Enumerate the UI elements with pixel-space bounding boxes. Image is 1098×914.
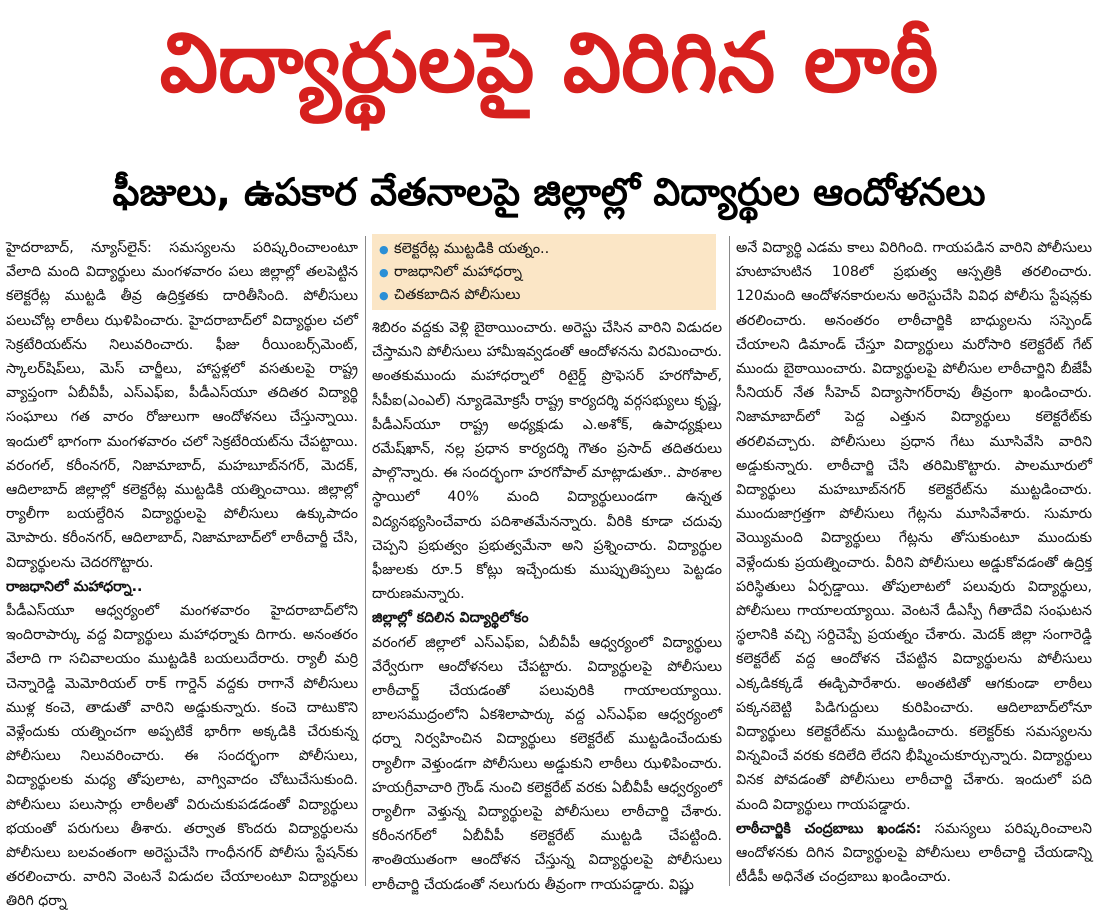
subheadline: ఫీజులు, ఉపకార వేతనాలపై జిల్లాల్లో విద్యార్థుల ఆందోళనలు: [112, 170, 986, 214]
paragraph: హైదరాబాద్, న్యూస్‌లైన్: సమస్యలను పరిష్కరించాలంటూ వేలాది మంది విద్యార్థులు మంగళవారం పలు జిల్లాల్లో తలపెట్టిన కలెక్టరేట్ల ముట్టడి తీవ్ర ఉద్రిక్తతకు దారితీసింది. పోలీసులు పలుచోట్ల లాఠీలు ఝళిపించారు. హైదరాబాద్‌లో విద్యార్థుల చలో సెక్రటేరియట్‌ను నిలువరించారు. ఫీజు రీయింబర్స్‌మెంట్, స్కాలర్‌షిప్‌లు, మెస్ చార్జీలు, హాస్టళ్లలో వసతులపై రాష్ట్ర వ్యాప్తంగా ఏబీవీపీ, ఎస్‌ఎఫ్‌ఐ, పీడీఎస్‌యూ తదితర విద్యార్థి సంఘాలు గత వారం రోజులుగా ఆందోళనలు చేస్తున్నాయి. ఇందులో భాగంగా మంగళవారం చలో సెక్రటేరియట్‌ను చేపట్టాయి. వరంగల్, కరీంనగర్, నిజామాబాద్, మహబూబ్‌నగర్, మెదక్, ఆదిలాబాద్ జిల్లాల్లో కలెక్టరేట్ల ముట్టడికి యత్నించాయి. జిల్లాల్లో ర్యాలీగా బయల్దేరిన విద్యార్థులపై పోలీసులు ఉక్కుపాదం మోపారు. కరీంనగర్, ఆదిలాబాద్, నిజామాబాద్‌లో లాఠీచార్జీ చేసి, విద్యార్థులను చెదరగొట్టారు.: [6, 240, 358, 571]
highlight-item: ● కలెక్టరేట్ల ముట్టడికి యత్నం..: [394, 238, 716, 261]
paragraph-lead: లాఠీచార్జికి చంద్రబాబు ఖండన:: [736, 820, 922, 837]
paragraph: [736, 817, 1092, 890]
highlights-list: [372, 238, 716, 307]
column-divider: [729, 236, 730, 886]
headline: విద్యార్థులపై విరిగిన లాఠీ: [159, 16, 939, 111]
paragraph: అనే విద్యార్థి ఎడమ కాలు విరిగింది. గాయపడిన వారిని పోలీసులు హుటాహుటిన 108లో ప్రభుత్వ ఆస్పత్రికి తరలించారు. 120మంది ఆందోళనకారులను అరెస్టుచేసి వివిధ పోలీసు స్టేషన్లకు తరలించారు. అనంతరం లాఠీచార్జికి బాధ్యులను సస్పెండ్ చేయాలని డిమాండ్ చేస్తూ విద్యార్థులు మరోసారి కలెక్టరేట్ గేట్ ముందు బైఠాయించారు. విద్యార్థులపై పోలీసుల లాఠీచార్జిని బీజేపీ సీనియర్ నేత సీహెచ్ విద్యాసాగర్‌రావు తీవ్రంగా ఖండించారు. నిజామాబాద్‌లో పెద్ద ఎత్తున విద్యార్థులు కలెక్టరేట్‌కు తరలివచ్చారు. పోలీసులు ప్రధాన గేటు మూసివేసి వారిని అడ్డుకున్నారు. లాఠీచార్జి చేసి తరిమికొట్టారు. పాలమూరులో విద్యార్థులు మహబూబ్‌నగర్ కలెక్టరేట్‌ను ముట్టడించారు. ముందుజాగ్రత్తగా పోలీసులు గేట్లను మూసివేశారు. సుమారు వెయ్యిమంది విద్యార్థులు గేట్లను తోసుకుంటూ ముందుకు వెళ్లేందుకు ప్రయత్నించారు. వీరిని పోలీసులు అడ్డుకోవడంతో ఉద్రిక్త పరిస్థితులు ఏర్పడ్డాయి. తోపులాటలో పలువురు విద్యార్థులు, పోలీసులు గాయాలయ్యాయి. వెంటనే డీఎస్పీ గీతాదేవి సంఘటన స్థలానికి వచ్చి సర్దిచెప్పే ప్రయత్నం చేశారు. మెదక్ జిల్లా సంగారెడ్డి కలెక్టరేట్ వద్ద ఆందోళన చేపట్టిన విద్యార్థులను పోలీసులు ఎక్కడికక్కడే ఈడ్చిపారేశారు. అంతటితో ఆగకుండా లాఠీలు పక్కనబెట్టి పిడిగుద్దులు కురిపించారు. ఆదిలాబాద్‌లోనూ విద్యార్థులు కలెక్టరేట్‌ను ముట్టడించారు. కలెక్టర్‌కు సమస్యలను విన్నవించే వరకు కదిలేది లేదని భీష్మించుకూర్చున్నారు. విద్యార్థులు వినక పోవడంతో పోలీసులు లాఠీచార్జి చేశారు. ఇందులో పది మంది విద్యార్థులు గాయపడ్డారు.: [736, 240, 1092, 813]
paragraph-text: సమస్యలు పరిష్కరించాలని ఆందోళనకు దిగిన విద్యార్థులపై పోలీసులు లాఠీచార్జి చేయడాన్ని టీడీపీ అధినేత చంద్రబాబు ఖండించారు.: [736, 820, 1093, 886]
column-divider: [365, 236, 366, 886]
paragraph: శిబిరం వద్దకు వెళ్లి బైఠాయించారు. అరెస్టు చేసిన వారిని విడుదల చేస్తామని పోలీసులు హామీఇవ్వడంతో ఆందోళనను విరమించారు. అంతకుముందు మహాధర్నాలో రిటైర్డ్ ప్రొఫెసర్ హరగోపాల్, సీపీఐ(ఎంఎల్) న్యూడెమోక్రసీ రాష్ట్ర కార్యదర్శి వర్గసభ్యులు కృష్ణ, పీడీఎస్‌యూ రాష్ట్ర అధ్యక్షుడు ఎ.అశోక్, ఉపాధ్యక్షులు రమేష్‌ఖాన్, నల్ల ప్రధాన కార్యదర్శి గౌతం ప్రసాద్ తదితరులు పాల్గొన్నారు. ఈ సందర్భంగా హరగోపాల్ మాట్లాడుతూ.. పాఠశాల స్థాయిలో 40% మంది విద్యార్థులుండగా ఉన్నత విద్యనభ్యసించేవారు పదిశాతమేనన్నారు. వీరికి కూడా చదువు చెప్పని ప్రభుత్వం ప్రభుత్వమేనా అని ప్రశ్నించారు. విద్యార్థుల ఫీజులకు రూ.5 కోట్లు ఇచ్చేందుకు ముప్పుతిప్పలు పెట్టడం దారుణమన్నారు.: [372, 320, 722, 603]
article-column-2: [372, 316, 722, 893]
section-subhead: రాజధానిలో మహాధర్నా..: [6, 578, 143, 595]
section-subhead: జిల్లాల్లో కదిలిన విద్యార్థిలోకం: [372, 610, 529, 627]
highlight-item: ● చితకబాదిన పోలీసులు: [394, 284, 716, 307]
paragraph: వరంగల్ జిల్లాలో ఎస్‌ఎఫ్‌ఐ, ఏబీవీపీ ఆధ్వర్యంలో విద్యార్థులు వేర్వేరుగా ఆందోళనలు చేపట్టారు. విద్యార్థులపై పోలీసులు లాఠీచార్జ్ చేయడంతో పలువురికి గాయాలయ్యాయి. బాలసముద్రంలోని ఏకశిలాపార్కు వద్ద ఎస్‌ఎఫ్‌ఐ ఆధ్వర్యంలో ధర్నా నిర్వహించిన విద్యార్థులు కలెక్టరేట్ ముట్టడించేందుకు ర్యాలీగా వెళ్తుండగా పోలీసులు అడ్డుకుని లాఠీలు ఝళిపించారు. హయగ్రీవాచారి గ్రౌండ్ నుంచి కలెక్టరేట్ వరకు ఏబీవీపీ ఆధ్వర్యంలో ర్యాలీగా వెళ్తున్న విద్యార్థులపై పోలీసులు లాఠీచార్జి చేశారు. కరీంనగర్‌లో ఏబీవీపీ కలెక్టరేట్ ముట్టడి చేపట్టింది. శాంతియుతంగా ఆందోళన చేస్తున్న విద్యార్థులపై పోలీసులు లాఠీచార్జి చేయడంతో నలుగురు తీవ్రంగా గాయపడ్డారు. విష్ణు: [372, 634, 722, 893]
highlight-item: ● రాజధానిలో మహాధర్నా: [394, 261, 716, 284]
article-column-3: [736, 236, 1092, 886]
highlights-box: [372, 234, 716, 310]
article-column-1: [6, 236, 358, 910]
paragraph: పీడీఎస్‌యూ ఆధ్వర్యంలో మంగళవారం హైదరాబాద్‌లోని ఇందిరాపార్కు వద్ద విద్యార్థులు మహాధర్నాకు దిగారు. అనంతరం వేలాది గా సచివాలయం ముట్టడికి బయలుదేరారు. ర్యాలీ మర్రి చెన్నారెడ్డి మెమోరియల్ రాక్ గార్డెన్ వద్దకు రాగానే పోలీసులు ముళ్ల కంచె, తాడుతో వారిని అడ్డుకున్నారు. కంచె దాటుకొని వెళ్లేందుకు యత్నించగా అప్పటికే భారీగా అక్కడికి చేరుకున్న పోలీసులు నిలువరించారు. ఈ సందర్భంగా పోలీసులు, విద్యార్థులకు మధ్య తోపులాట, వాగ్వివాదం చోటుచేసుకుంది. పోలీసులు పలుసార్లు లాఠీలతో విరుచుకుపడడంతో విద్యార్థులు భయంతో పరుగులు తీశారు. తర్వాత కొందరు విద్యార్థులను పోలీసులు బలవంతంగా అరెస్టుచేసి గాంధీనగర్ పోలీసు స్టేషన్‌కు తరలించారు. వారిని వెంటనే విడుదల చేయాలంటూ విద్యార్థులు తిరిగి ధర్నా: [6, 603, 358, 910]
